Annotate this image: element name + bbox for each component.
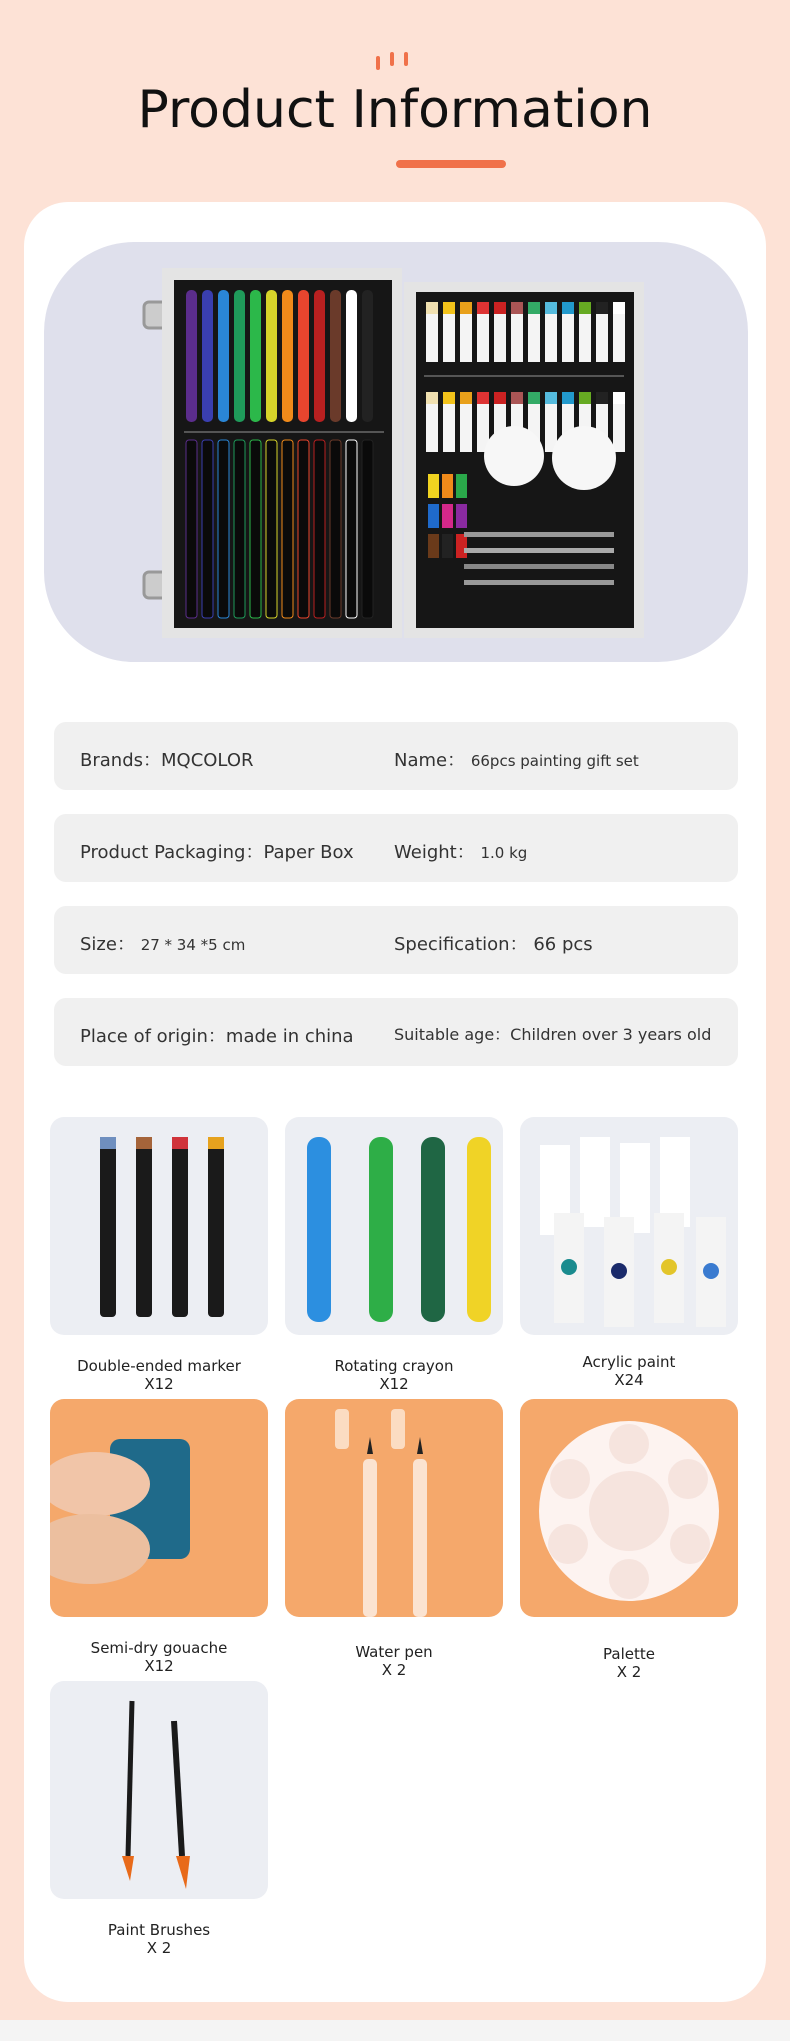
spec-value: 66pcs painting gift set <box>470 752 639 770</box>
page-title: Product Information <box>137 80 653 140</box>
hero-crayon <box>250 290 261 422</box>
spec-value: made in china <box>225 1026 354 1047</box>
hero-crayon <box>218 290 229 422</box>
hero-tube-cap <box>596 392 608 404</box>
hero-crayon <box>282 290 293 422</box>
spec-value: 27 * 34 *5 cm <box>140 936 246 954</box>
spec-key: Size <box>80 934 117 955</box>
hero-marker <box>298 440 309 618</box>
spec-row: Product Packaging：Paper Box Weight： 1.0 kg <box>54 814 738 882</box>
spec-row: Size： 27 * 34 *5 cm Specification： 66 pcs <box>54 906 738 974</box>
item-qty: X12 <box>144 1657 174 1675</box>
spec-key: Place of origin <box>80 1026 208 1047</box>
hero-marker <box>282 440 293 618</box>
spec-key: Suitable age <box>394 1025 495 1044</box>
hero-tube-cap <box>596 302 608 314</box>
item-name: Paint Brushes <box>107 1921 211 1939</box>
title-underline <box>396 160 506 168</box>
spec-key: Product Packaging <box>80 842 246 863</box>
spec-table <box>54 722 738 1090</box>
hero-tube-cap <box>579 302 591 314</box>
spec-value: MQCOLOR <box>161 750 254 771</box>
item-qty: X24 <box>614 1371 644 1389</box>
spec-value: Children over 3 years old <box>510 1025 712 1044</box>
hero-marker <box>218 440 229 618</box>
item-qty: X 2 <box>616 1663 642 1681</box>
hero-crayon <box>330 290 341 422</box>
hero-tube-cap <box>579 392 591 404</box>
product-card <box>24 202 766 2002</box>
hero-crayon <box>202 290 213 422</box>
item-rotating-crayon <box>285 1117 503 1393</box>
item-name: Water pen <box>355 1643 433 1661</box>
item-name: Double-ended marker <box>77 1357 241 1375</box>
hero-marker <box>266 440 277 618</box>
hero-tube-cap <box>426 302 438 314</box>
hero-crayon <box>298 290 309 422</box>
hero-tube-cap <box>511 392 523 404</box>
water-pen-image <box>285 1399 503 1617</box>
marker-image <box>50 1117 268 1335</box>
spec-key: Specification <box>394 934 510 955</box>
hero-tube-cap <box>613 302 625 314</box>
item-qty: X12 <box>379 1375 409 1393</box>
hero-tube-cap <box>562 302 574 314</box>
hero-crayon <box>186 290 197 422</box>
spec-key: Brands <box>80 750 143 771</box>
paint-brushes-image <box>50 1681 268 1899</box>
hero-gouache-cake <box>456 534 467 558</box>
hero-tube-cap <box>494 392 506 404</box>
crayon-image <box>285 1117 503 1335</box>
hero-tube-cap <box>613 392 625 404</box>
item-acrylic-paint <box>520 1117 738 1389</box>
hero-tube-cap <box>562 392 574 404</box>
item-water-pen <box>285 1399 503 1679</box>
product-hero-image <box>44 242 748 662</box>
gouache-image <box>50 1399 268 1617</box>
page-footer-strip <box>0 2020 790 2041</box>
spec-key: Name <box>394 750 448 771</box>
hero-marker <box>202 440 213 618</box>
hero-tube-cap <box>477 302 489 314</box>
spec-key: Weight <box>394 842 457 863</box>
palette-image <box>520 1399 738 1617</box>
hero-tube-cap <box>545 302 557 314</box>
item-paint-brushes <box>50 1681 268 1957</box>
hero-gouache-cake <box>456 504 467 528</box>
hero-crayon <box>314 290 325 422</box>
hero-tube-cap <box>477 392 489 404</box>
spec-value: 1.0 kg <box>480 844 528 862</box>
hero-crayon <box>266 290 277 422</box>
acrylic-paint-image <box>520 1117 738 1335</box>
hero-tube-cap <box>545 392 557 404</box>
hero-tube-cap <box>443 392 455 404</box>
spec-row: Place of origin：made in china Suitable age：Children over 3 years old <box>54 998 738 1066</box>
hero-gouache-cake <box>428 474 439 498</box>
hero-tube-cap <box>460 302 472 314</box>
hero-tube-cap <box>494 302 506 314</box>
item-name: Rotating crayon <box>334 1357 454 1375</box>
hero-marker <box>234 440 245 618</box>
hero-tube-cap <box>528 302 540 314</box>
hero-marker <box>346 440 357 618</box>
item-semi-dry-gouache <box>50 1399 268 1675</box>
hero-tube-cap <box>443 302 455 314</box>
hero-marker <box>362 440 373 618</box>
item-name: Acrylic paint <box>582 1353 676 1371</box>
item-palette <box>520 1399 738 1681</box>
hero-gouache-cake <box>456 474 467 498</box>
spec-value: Paper Box <box>263 842 354 863</box>
hero-gouache-cake <box>442 534 453 558</box>
item-name: Semi-dry gouache <box>90 1639 228 1657</box>
hero-crayon <box>234 290 245 422</box>
hero-tube-cap <box>511 302 523 314</box>
hero-gouache-cake <box>442 474 453 498</box>
hero-tube-cap <box>426 392 438 404</box>
hero-marker <box>314 440 325 618</box>
item-double-ended-marker <box>50 1117 268 1393</box>
hero-marker <box>186 440 197 618</box>
title-decoration <box>376 52 416 72</box>
spec-row: Brands：MQCOLOR Name： 66pcs painting gift set <box>54 722 738 790</box>
hero-crayon <box>346 290 357 422</box>
hero-marker <box>330 440 341 618</box>
item-qty: X12 <box>144 1375 174 1393</box>
hero-gouache-cake <box>428 504 439 528</box>
spec-value: 66 pcs <box>533 934 593 955</box>
hero-gouache-cake <box>428 534 439 558</box>
hero-marker <box>250 440 261 618</box>
item-qty: X 2 <box>381 1661 407 1679</box>
item-qty: X 2 <box>146 1939 172 1957</box>
hero-tube-cap <box>460 392 472 404</box>
hero-tube-cap <box>528 392 540 404</box>
hero-crayon <box>362 290 373 422</box>
item-name: Palette <box>603 1645 655 1663</box>
hero-gouache-cake <box>442 504 453 528</box>
